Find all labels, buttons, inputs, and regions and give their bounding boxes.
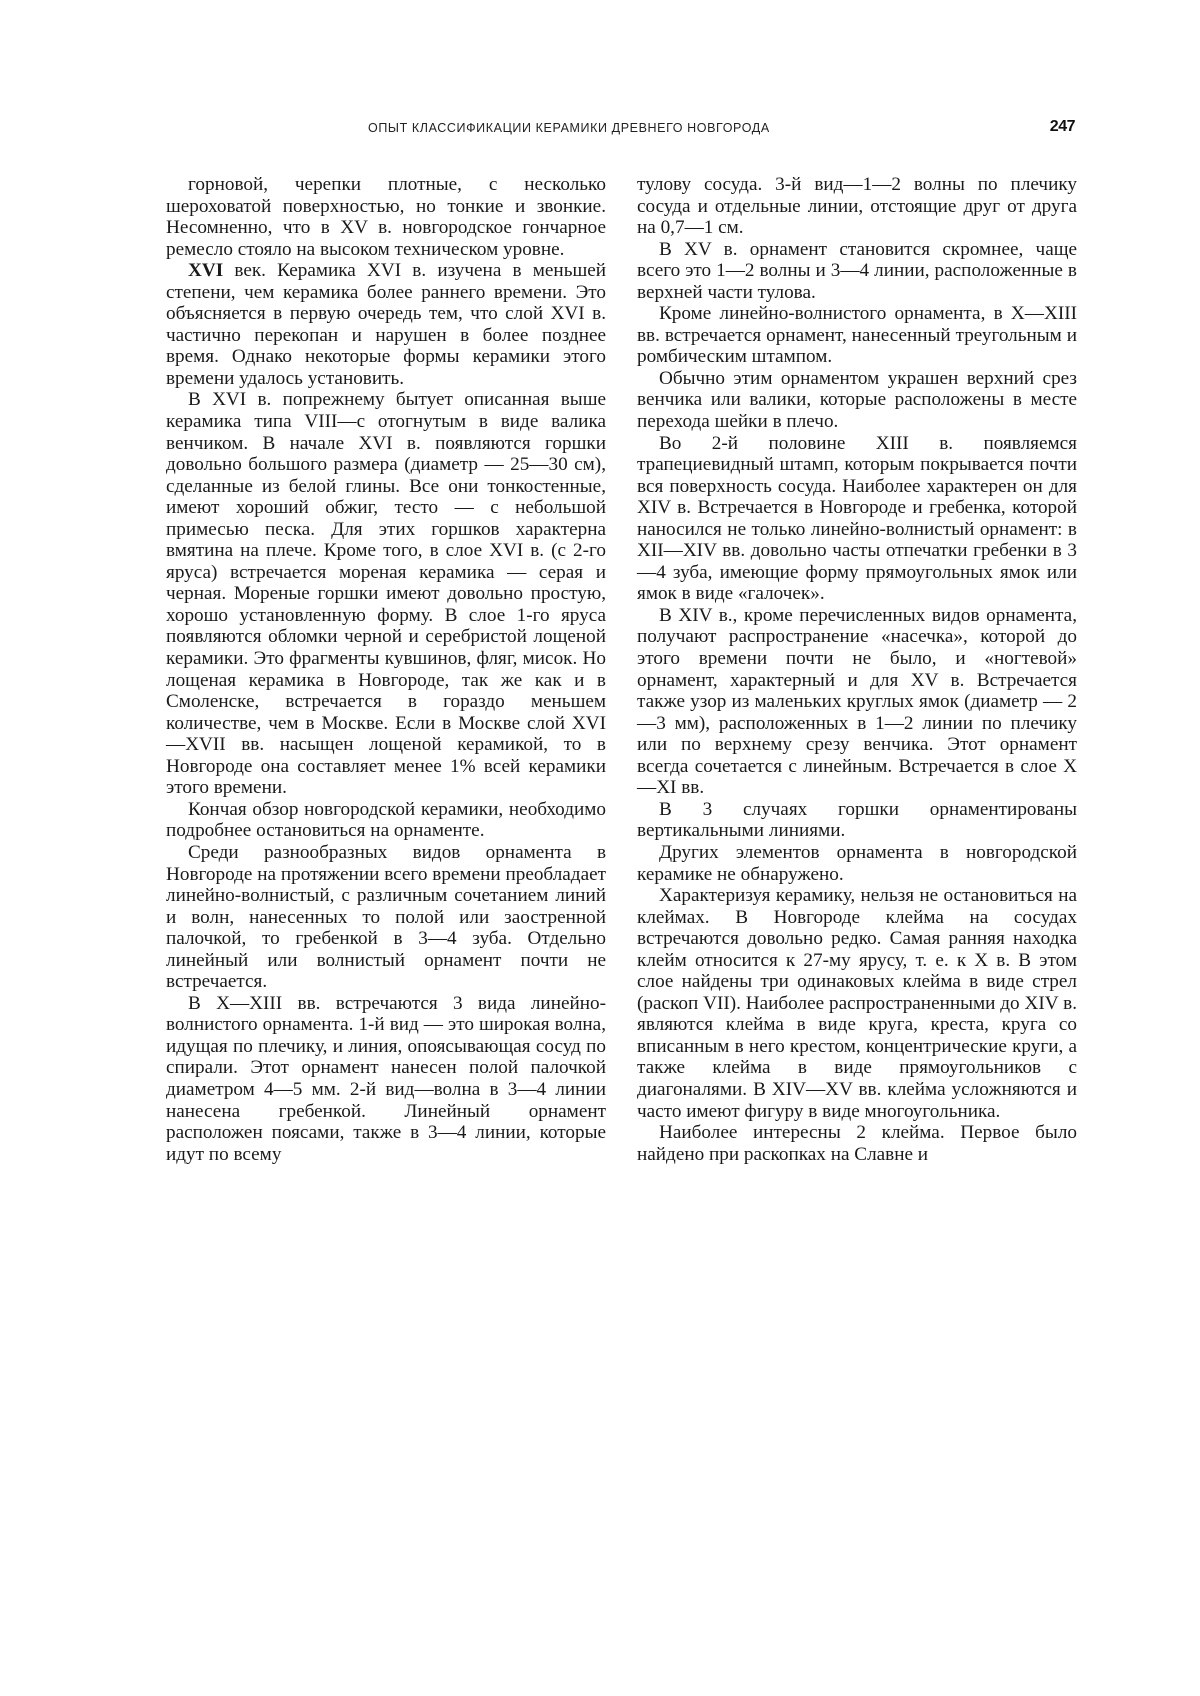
paragraph: Обычно этим орнаментом украшен верхний срез венчика или валики, которые расположены в месте перехода шейки в плечо.: [637, 367, 1077, 433]
paragraph: [166, 260, 606, 389]
paragraph: В X—XIII вв. встречаются 3 вида линейно-волнистого орнамента. 1-й вид — это широкая волна, идущая по плечику, и линия, опоясывающая сосуд по спирали. Этот орнамент нанесен полой палочкой диаметром 4—5 мм. 2-й вид—волна в 3—4 линии нанесена гребенкой. Линейный орнамент расположен поясами, также в 3—4 линии, которые идут по всему: [166, 992, 606, 1165]
paragraph: горновой, черепки плотные, с несколько шероховатой поверхностью, но тонкие и звонкие. Несомненно, что в XV в. новгородское гончарное ремесло стояло на высоком техническом уровне.: [166, 174, 606, 260]
paragraph: В XVI в. попрежнему бытует описанная выше керамика типа VIII—с отогнутым в виде валика венчиком. В начале XVI в. появляются горшки довольно большого размера (диаметр — 25—30 см), сделанные из белой глины. Все они тонкостенные, имеют хороший обжиг, тесто — с небольшой примесью песка. Для этих горшков характерна вмятина на плече. Кроме того, в слое XVI в. (с 2-го яруса) встречается мореная керамика — серая и черная. Мореные горшки имеют довольно простую, хорошо установленную форму. В слое 1-го яруса появляются обломки черной и серебристой лощеной керамики. Это фрагменты кувшинов, фляг, мисок. Но лощеная керамика в Новгороде, так же как и в Смоленске, встречается в гораздо меньшем количестве, чем в Москве. Если в Москве слой XVI—XVII вв. насыщен лощеной керамикой, то в Новгороде она составляет менее 1% всей керамики этого времени.: [166, 389, 606, 799]
paragraph: Во 2-й половине XIII в. появляемся трапециевидный штамп, которым покрывается почти вся поверхность сосуда. Наиболее характерен он для XIV в. Встречается в Новгороде и гребенка, которой наносился не только линейно-волнистый орнамент: в XII—XIV вв. довольно часты отпечатки гребенки в 3—4 зуба, имеющие форму прямоугольных ямок или ямок в виде «галочек».: [637, 432, 1077, 605]
paragraph: Кроме линейно-волнистого орнамента, в X—XIII вв. встречается орнамент, нанесенный треугольным и ромбическим штампом.: [637, 303, 1077, 368]
paragraph: Других элементов орнамента в новгородской керамике не обнаружено.: [637, 841, 1077, 885]
right-column: [637, 174, 1077, 1165]
paragraph: В XV в. орнамент становится скромнее, чаще всего это 1—2 волны и 3—4 линии, расположенные в верхней части тулова.: [637, 238, 1077, 303]
section-lead: XVI: [188, 260, 224, 282]
paragraph: Кончая обзор новгородской керамики, необходимо подробнее остановиться на орнаменте.: [166, 798, 606, 842]
paragraph-text: век. Керамика XVI в. изучена в меньшей степени, чем керамика более раннего времени. Это объясняется в первую очередь тем, что слой XVI в. частично перекопан и нарушен в более позднее время. Однако некоторые формы керамики этого времени удалось установить.: [166, 260, 607, 389]
paragraph: Среди разнообразных видов орнамента в Новгороде на протяжении всего времени преобладает линейно-волнистый, с различным сочетанием линий и волн, нанесенных то полой или заостренной палочкой, то гребенкой в 3—4 зуба. Отдельно линейный или волнистый орнамент почти не встречается.: [166, 841, 606, 993]
left-column: [166, 174, 606, 1165]
running-title: ОПЫТ КЛАССИФИКАЦИИ КЕРАМИКИ ДРЕВНЕГО НОВГОРОДА: [368, 121, 770, 135]
paragraph: Характеризуя керамику, нельзя не остановиться на клеймах. В Новгороде клейма на сосудах встречаются довольно редко. Самая ранняя находка клейм относится к 27-му ярусу, т. е. к X в. В этом слое найдены три одинаковых клейма в виде стрел (раскоп VII). Наиболее распространенными до XIV в. являются клейма в виде круга, креста, круга со вписанным в него крестом, концентрические круги, а также клейма в виде прямоугольников с диагоналями. В XIV—XV вв. клейма усложняются и часто имеют фигуру в виде многоугольника.: [637, 885, 1077, 1122]
paragraph: В 3 случаях горшки орнаментированы вертикальными линиями.: [637, 798, 1077, 842]
paragraph: В XIV в., кроме перечисленных видов орнамента, получают распространение «насечка», которой до этого времени почти не было, и «ногтевой» орнамент, характерный и для XV в. Встречается также узор из маленьких круглых ямок (диаметр — 2—3 мм), расположенных в 1—2 линии по плечику или по верхнему срезу венчика. Этот орнамент всегда сочетается с линейным. Встречается в слое X—XI вв.: [637, 604, 1077, 799]
paragraph: Наиболее интересны 2 клейма. Первое было найдено при раскопках на Славне и: [637, 1122, 1077, 1165]
page-header: [150, 118, 1085, 142]
page-number: 247: [1049, 118, 1075, 135]
paragraph: тулову сосуда. 3-й вид—1—2 волны по плечику сосуда и отдельные линии, отстоящие друг от друга на 0,7—1 см.: [637, 174, 1077, 239]
